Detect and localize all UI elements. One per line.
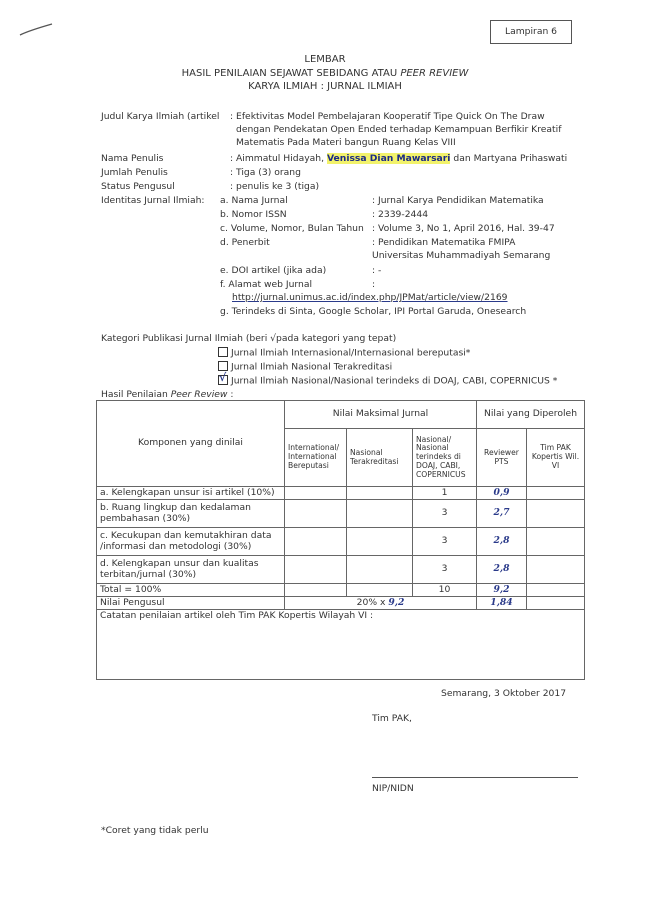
identity-value: : Pendidikan Matematika FMIPA <box>372 237 516 248</box>
max-value: 3 <box>413 528 477 556</box>
header-reviewer: Reviewer PTS <box>477 429 527 487</box>
title-karya: KARYA ILMIAH : JURNAL ILMIAH <box>248 81 402 92</box>
identity-value: : <box>372 279 376 290</box>
jumlah-label: Jumlah Penulis <box>101 167 168 178</box>
table-row: c. Kecukupan dan kemutakhiran data /informasi dan metodologi (30%) 3 2,8 <box>97 528 585 556</box>
nama-value: : Aimmatul Hidayah, Venissa Dian Mawarsari dan Martyana Prihaswati <box>230 153 568 164</box>
identity-key: f. Alamat web Jurnal <box>220 279 313 290</box>
footnote: *Coret yang tidak perlu <box>101 825 209 836</box>
reviewer-value: 2,8 <box>477 556 527 584</box>
status-label: Status Pengusul <box>101 181 175 192</box>
highlighted-author: Venissa Dian Mawarsari <box>326 153 451 164</box>
checkbox-icon[interactable] <box>218 347 228 357</box>
table-row-total: Total = 100% 10 9,2 <box>97 584 585 597</box>
indexed-text: g. Terindeks di Sinta, Google Scholar, IPI Portal Garuda, Onesearch <box>220 306 527 317</box>
lampiran-box: Lampiran 6 <box>490 20 572 44</box>
judul-value-2: dengan Pendekatan Open Ended terhadap Kemampuan Berfikir Kreatif <box>236 124 562 135</box>
header-tim-pak: Tim PAK Kopertis Wil. VI <box>527 429 585 487</box>
pen-mark <box>18 22 54 38</box>
identity-key: a. Nama Jurnal <box>220 195 288 206</box>
identity-value: : 2339-2444 <box>372 209 429 220</box>
header-nilai-maksimal: Nilai Maksimal Jurnal <box>285 401 477 429</box>
identity-key: d. Penerbit <box>220 237 270 248</box>
title-lembar: LEMBAR <box>304 54 346 65</box>
identity-value: : - <box>372 265 382 276</box>
checkbox-icon[interactable] <box>218 361 228 371</box>
table-row: b. Ruang lingkup dan kedalaman pembahasan (30%) 3 2,7 <box>97 500 585 528</box>
review-table <box>96 400 585 680</box>
identity-value: : Jurnal Karya Pendidikan Matematika <box>372 195 544 206</box>
table-row-catatan: Catatan penilaian artikel oleh Tim PAK Kopertis Wilayah VI : <box>97 610 585 680</box>
hasil-label: Hasil Penilaian Peer Review : <box>101 389 234 400</box>
identity-key: c. Volume, Nomor, Bulan Tahun <box>220 223 364 234</box>
reviewer-value: 2,7 <box>477 500 527 528</box>
status-value: : penulis ke 3 (tiga) <box>230 181 320 192</box>
title-hasil: HASIL PENILAIAN SEJAWAT SEBIDANG ATAU PEER REVIEW <box>181 68 469 79</box>
header-komponen: Komponen yang dinilai <box>97 401 285 487</box>
judul-value-1: : Efektivitas Model Pembelajaran Kooperatif Tipe Quick On The Draw <box>230 111 545 122</box>
header-nilai-diperoleh: Nilai yang Diperoleh <box>477 401 585 429</box>
category-option[interactable]: √ Jurnal Ilmiah Nasional/Nasional terindeks di DOAJ, CABI, COPERNICUS * <box>219 371 558 387</box>
category-option[interactable]: Jurnal Ilmiah Internasional/Internasional bereputasi* <box>218 348 470 359</box>
identity-value: Universitas Muhammadiyah Semarang <box>372 250 551 261</box>
jumlah-value: : Tiga (3) orang <box>230 167 301 178</box>
table-row-pengusul: Nilai Pengusul 20% x 9,2 1,84 <box>97 597 585 610</box>
table-row: d. Kelengkapan unsur dan kualitas terbitan/jurnal (30%) 3 2,8 <box>97 556 585 584</box>
nip-label: NIP/NIDN <box>372 783 414 794</box>
tim-pak-label: Tim PAK, <box>372 713 412 724</box>
header-nasional: Nasional Terakreditasi <box>347 429 413 487</box>
date-text: Semarang, 3 Oktober 2017 <box>441 688 567 699</box>
judul-value-3: Matematis Pada Materi bangun Ruang Kelas VIII <box>236 137 456 148</box>
identity-key: b. Nomor ISSN <box>220 209 287 220</box>
signature-line <box>372 777 578 778</box>
identitas-label: Identitas Jurnal Ilmiah: <box>101 195 205 206</box>
nama-label: Nama Penulis <box>101 153 164 164</box>
reviewer-value: 2,8 <box>477 528 527 556</box>
kategori-label: Kategori Publikasi Jurnal Ilmiah (beri √pada kategori yang tepat) <box>101 333 397 344</box>
checkbox-checked-icon[interactable]: √ <box>219 371 227 384</box>
identity-key: e. DOI artikel (jika ada) <box>220 265 327 276</box>
max-value: 3 <box>413 556 477 584</box>
reviewer-value: 0,9 <box>477 487 527 500</box>
header-international: International/ International Bereputasi <box>285 429 347 487</box>
header-nasional-terindeks: Nasional/ Nasional terindeks di DOAJ, CABI, COPERNICUS <box>413 429 477 487</box>
identity-value: : Volume 3, No 1, April 2016, Hal. 39-47 <box>372 223 555 234</box>
table-row: a. Kelengkapan unsur isi artikel (10%) 1 0,9 <box>97 487 585 500</box>
judul-label: Judul Karya Ilmiah (artikel <box>101 111 220 122</box>
journal-url[interactable]: http://jurnal.unimus.ac.id/index.php/JPMat/article/view/2169 <box>232 292 508 303</box>
category-option[interactable]: Jurnal Ilmiah Nasional Terakreditasi <box>218 362 392 373</box>
max-value: 1 <box>413 487 477 500</box>
max-value: 3 <box>413 500 477 528</box>
